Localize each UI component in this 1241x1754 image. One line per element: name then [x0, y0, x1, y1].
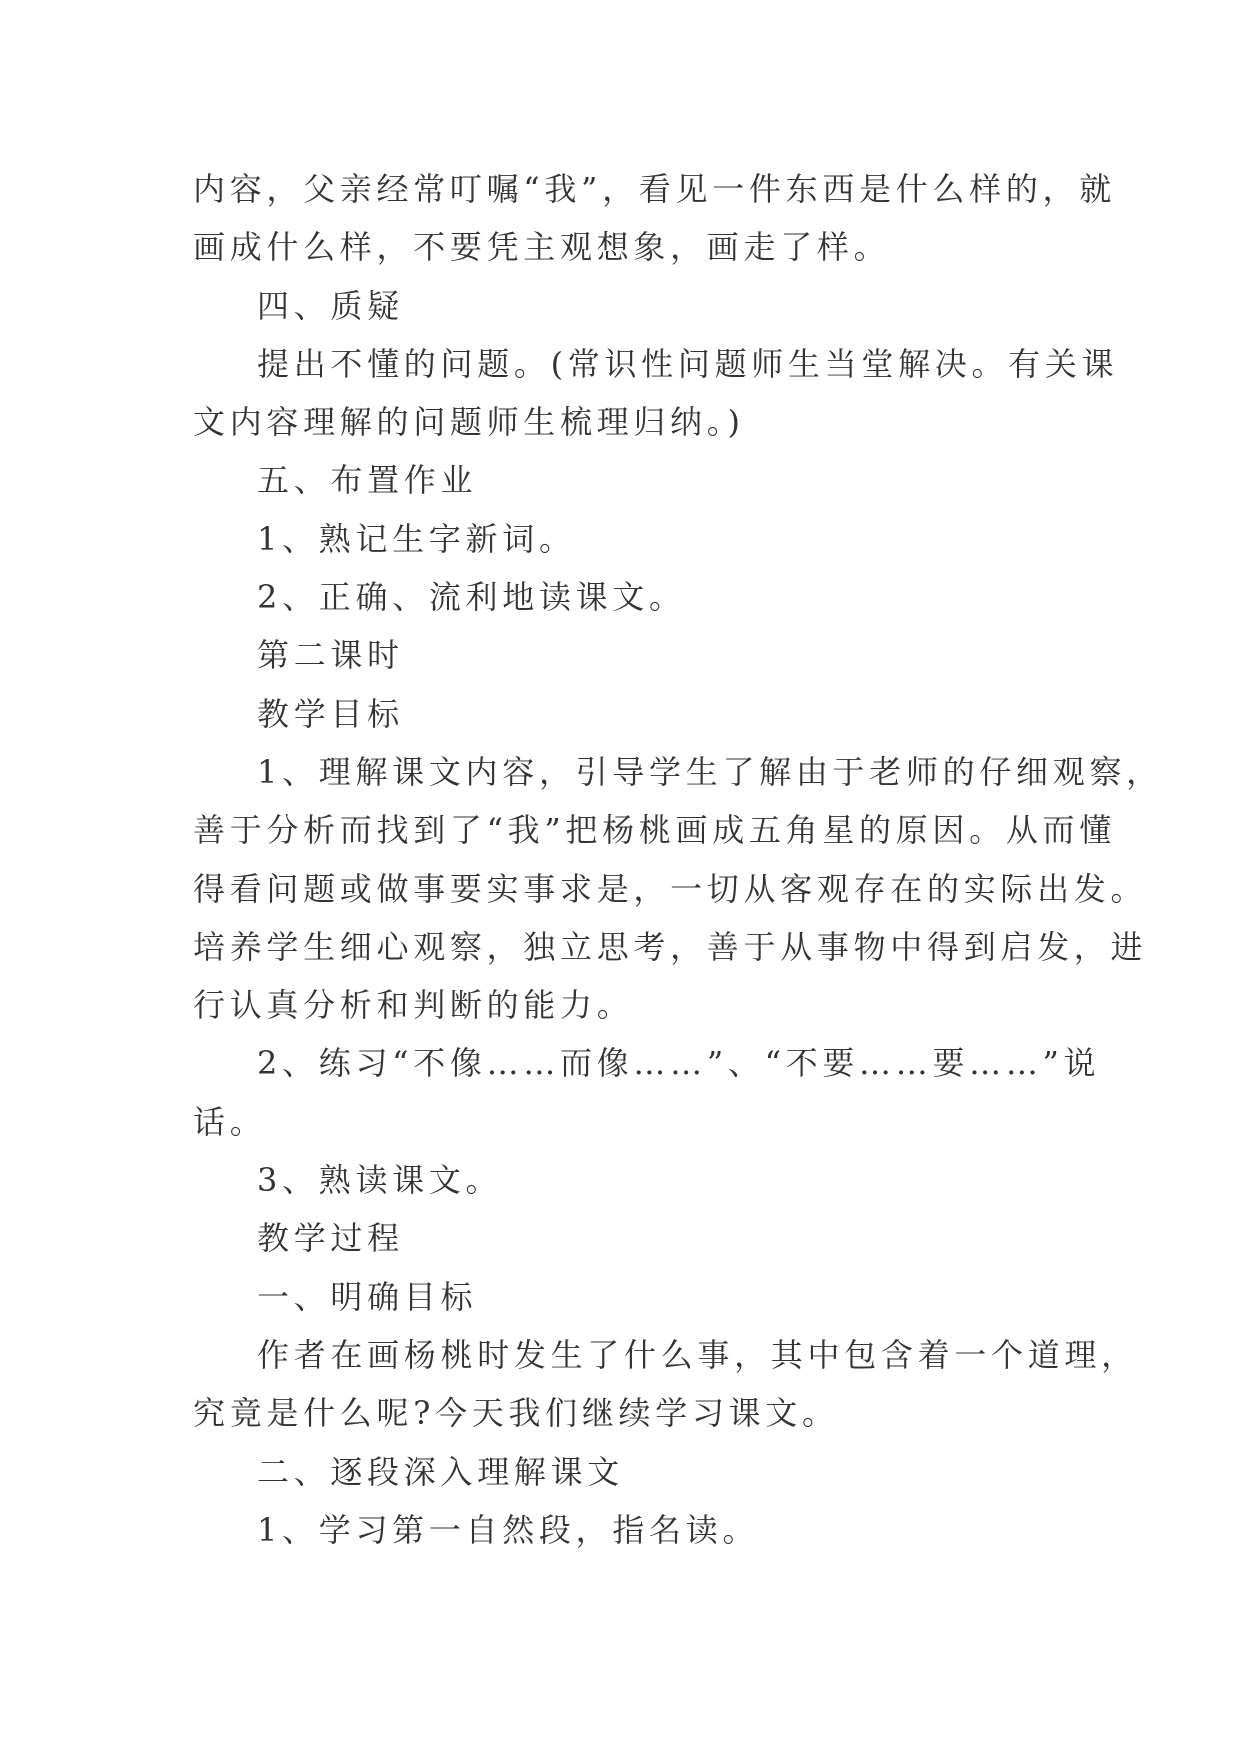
list-item: 3、熟读课文。: [257, 1161, 503, 1200]
text-line: 作者在画杨桃时发生了什么事，其中包含着一个道理，: [257, 1335, 1138, 1374]
text-line: 得看问题或做事要实事求是，一切从客观存在的实际出发。: [193, 869, 1148, 908]
section-heading: 二、逐段深入理解课文: [257, 1452, 625, 1491]
text-line: 画成什么样，不要凭主观想象，画走了样。: [193, 228, 891, 267]
list-item: 2、练习“不像……而像……”、“不要……要……”说: [257, 1044, 1101, 1083]
text-line: 内容，父亲经常叮嘱“我”，看见一件东西是什么样的，就: [193, 170, 1116, 208]
text-line: 文内容理解的问题师生梳理归纳。): [193, 403, 745, 442]
text-line: 提出不懂的问题。(常识性问题师生当堂解决。有关课: [257, 344, 1119, 383]
text-line: 究竟是什么呢?今天我们继续学习课文。: [193, 1394, 839, 1433]
list-item: 1、理解课文内容，引导学生了解由于老师的仔细观察，: [257, 752, 1163, 791]
section-heading: 四、质疑: [257, 286, 404, 325]
section-heading: 第二课时: [257, 636, 404, 675]
section-heading: 教学目标: [257, 694, 404, 733]
section-heading: 一、明确目标: [257, 1277, 478, 1316]
list-item: 1、熟记生字新词。: [257, 519, 576, 558]
text-line: 善于分析而找到了“我”把杨桃画成五角星的原因。从而懂: [193, 811, 1116, 850]
document-body: [193, 160, 1163, 1559]
text-line: 培养学生细心观察，独立思考，善于从事物中得到启发，进: [193, 927, 1148, 966]
section-heading: 教学过程: [257, 1219, 404, 1258]
text-line: 行认真分析和判断的能力。: [193, 986, 634, 1025]
list-item: 2、正确、流利地读课文。: [257, 578, 686, 617]
text-line: 话。: [193, 1102, 267, 1141]
list-item: 1、学习第一自然段，指名读。: [257, 1510, 760, 1549]
section-heading: 五、布置作业: [257, 461, 478, 500]
